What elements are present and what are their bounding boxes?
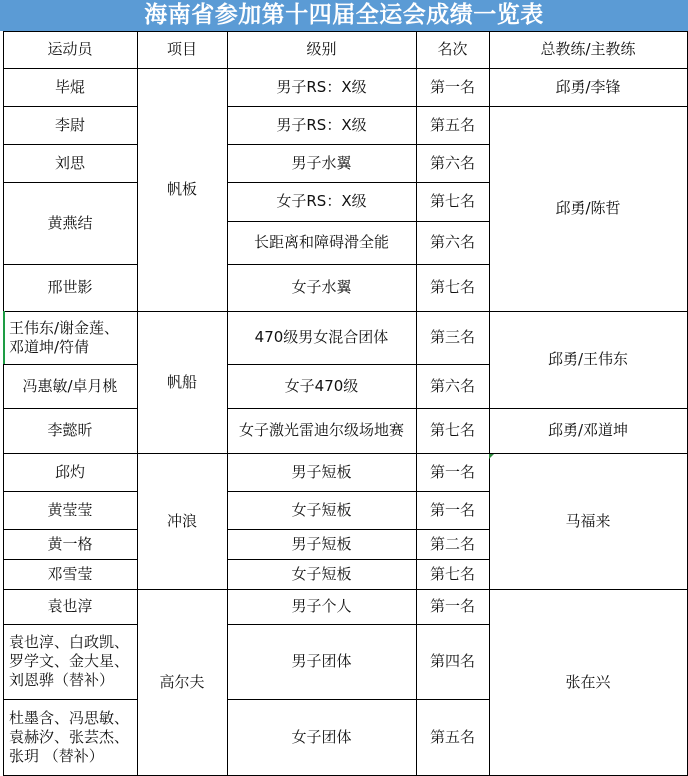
row-line (3, 364, 137, 365)
athlete-cell: 邓雪莹 (47, 564, 93, 583)
row-line (137, 453, 227, 454)
row-line (3, 31, 688, 32)
row-line (3, 144, 137, 145)
category-cell: 女子短板 (291, 564, 352, 583)
column-line (3, 31, 4, 776)
category-cell: 男子RS：X级 (276, 77, 367, 96)
event-windsurf: 帆板 (166, 180, 197, 198)
category-cell: 女子激光雷迪尔级场地赛 (238, 421, 404, 439)
athlete-cell: 邱灼 (54, 462, 85, 481)
category-cell: 女子水翼 (291, 278, 352, 296)
rank-cell: 第二名 (429, 534, 475, 553)
category-cell: 男子短板 (291, 462, 352, 481)
category-cell: 女子470级 (284, 376, 359, 395)
row-line (227, 311, 489, 312)
rank-cell: 第七名 (429, 421, 475, 439)
row-line (3, 182, 137, 183)
header-category: 级别 (306, 40, 337, 58)
athlete-cell: 刘思 (54, 153, 85, 172)
category-cell: 男子团体 (291, 652, 352, 670)
rank-cell: 第一名 (429, 500, 475, 519)
athlete-cell: 毕焜 (54, 77, 85, 96)
athlete-cell: 黄莹莹 (47, 500, 93, 519)
category-cell: 女子RS：X级 (276, 192, 367, 210)
row-line (227, 453, 489, 454)
category-cell: 长距离和障碍滑全能 (253, 233, 389, 251)
row-line (3, 408, 137, 409)
rank-cell: 第七名 (429, 192, 475, 210)
row-line (227, 364, 489, 365)
coach-cell: 邱勇/王伟东 (547, 350, 629, 368)
coach-cell: 马福来 (565, 511, 611, 530)
coach-cell: 邱勇/陈哲 (555, 199, 621, 217)
row-line (227, 264, 489, 265)
header-athlete: 运动员 (47, 40, 93, 58)
row-line (3, 106, 137, 107)
category-cell: 男子个人 (291, 597, 352, 615)
row-line (3, 68, 688, 69)
row-line (227, 529, 489, 530)
row-line (227, 144, 489, 145)
row-line (3, 589, 137, 590)
row-line (489, 453, 688, 454)
coach-cell: 邱勇/李锋 (555, 77, 621, 96)
selection-indicator (3, 311, 5, 364)
rank-cell: 第三名 (429, 328, 475, 346)
rank-cell: 第五名 (429, 728, 475, 746)
row-line (489, 408, 688, 409)
rank-cell: 第七名 (429, 564, 475, 583)
row-line (227, 559, 489, 560)
athlete-cell: 杜墨含、冯思敏、 袁赫汐、张芸杰、 张玥 （替补） (9, 709, 130, 765)
row-line (137, 311, 227, 312)
row-line (227, 491, 489, 492)
event-sailing: 帆船 (166, 372, 197, 391)
row-line (3, 624, 137, 625)
rank-cell: 第六名 (429, 376, 475, 395)
category-cell: 男子水翼 (291, 153, 352, 172)
event-golf: 高尔夫 (159, 673, 205, 691)
comment-indicator-icon (489, 454, 494, 459)
category-cell: 女子团体 (291, 728, 352, 746)
row-line (227, 408, 489, 409)
rank-cell: 第一名 (429, 77, 475, 96)
athlete-cell: 黄燕结 (47, 213, 93, 232)
row-line (137, 589, 227, 590)
row-line (227, 182, 489, 183)
rank-cell: 第一名 (429, 462, 475, 481)
column-line (416, 31, 417, 776)
coach-cell: 邱勇/邓道坤 (547, 421, 629, 439)
row-line (3, 264, 137, 265)
category-cell: 男子短板 (291, 534, 352, 553)
rank-cell: 第六名 (429, 153, 475, 172)
athlete-cell: 袁也淳、白政凯、 罗学文、金大星、 刘恩骅（替补） (9, 633, 130, 689)
athlete-cell: 李懿昕 (47, 421, 93, 439)
category-cell: 男子RS：X级 (276, 115, 367, 134)
row-line (3, 491, 137, 492)
athlete-cell: 王伟东/谢金莲、 邓道坤/符倩 (9, 318, 120, 356)
row-line (227, 589, 489, 590)
row-line (3, 559, 137, 560)
row-line (227, 106, 489, 107)
athlete-cell: 袁也淳 (47, 597, 93, 615)
page-title: 海南省参加第十四届全运会成绩一览表 (0, 0, 688, 31)
row-line (227, 624, 489, 625)
row-line (489, 589, 688, 590)
row-line (3, 529, 137, 530)
column-line (137, 31, 138, 776)
category-cell: 女子短板 (291, 500, 352, 519)
rank-cell: 第七名 (429, 278, 475, 296)
category-cell: 470级男女混合团体 (254, 328, 389, 346)
rank-cell: 第六名 (429, 233, 475, 251)
results-table (0, 31, 688, 776)
athlete-cell: 李尉 (54, 115, 85, 134)
rank-cell: 第四名 (429, 652, 475, 670)
coach-cell: 张在兴 (565, 673, 611, 691)
header-rank: 名次 (437, 40, 468, 58)
athlete-cell: 邢世影 (47, 278, 93, 296)
row-line (227, 699, 489, 700)
athlete-cell: 冯惠敏/卓月桃 (22, 376, 118, 395)
header-event: 项目 (166, 40, 197, 58)
athlete-cell: 黄一格 (47, 534, 93, 553)
row-line (3, 311, 137, 312)
row-line (3, 699, 137, 700)
row-line (489, 311, 688, 312)
event-surfing: 冲浪 (166, 511, 197, 530)
row-line (3, 453, 137, 454)
column-line (489, 31, 490, 776)
row-line (227, 221, 489, 222)
row-line (489, 106, 688, 107)
rank-cell: 第五名 (429, 115, 475, 134)
rank-cell: 第一名 (429, 597, 475, 615)
header-coach: 总教练/主教练 (540, 40, 636, 58)
column-line (227, 31, 228, 776)
